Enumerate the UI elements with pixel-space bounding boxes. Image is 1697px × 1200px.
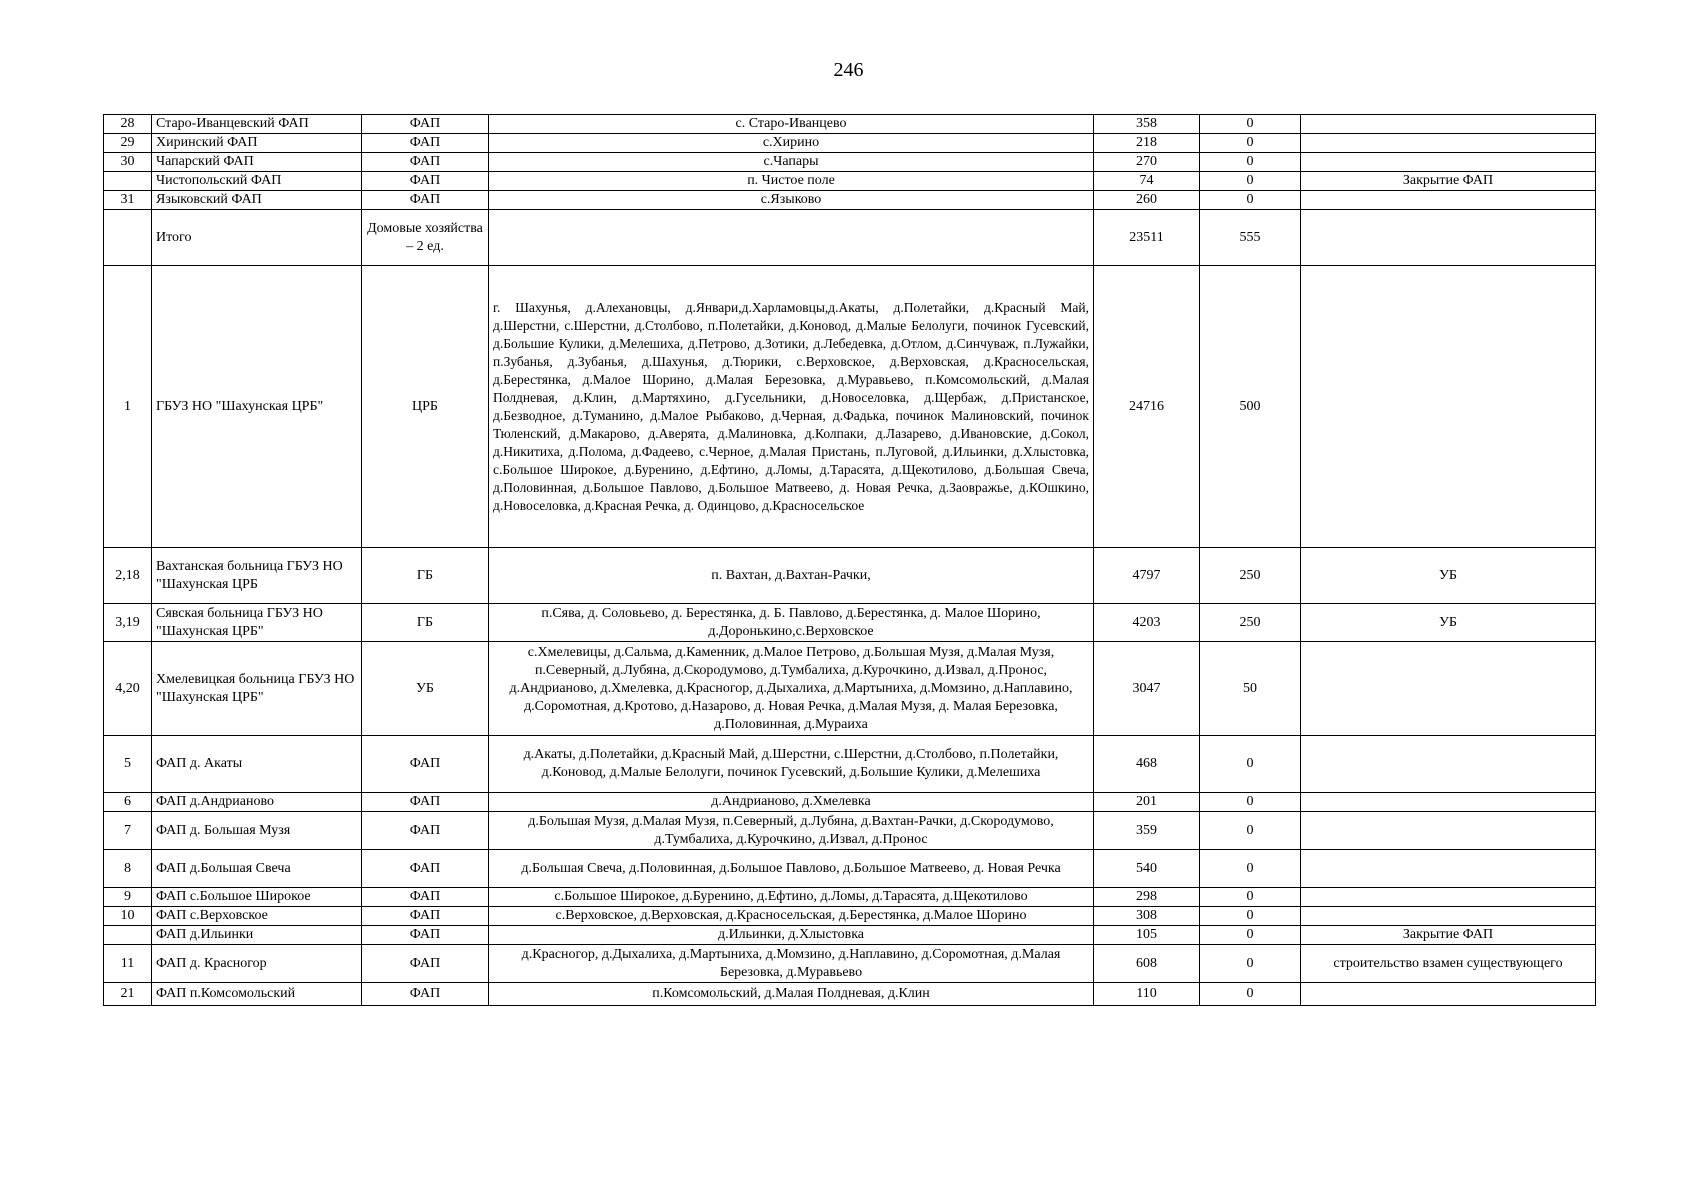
row-number: 8 bbox=[104, 850, 152, 888]
note: Закрытие ФАП bbox=[1301, 172, 1596, 191]
population: 4797 bbox=[1094, 548, 1200, 604]
row-number: 10 bbox=[104, 907, 152, 926]
note bbox=[1301, 642, 1596, 736]
table-row bbox=[104, 191, 1596, 210]
note bbox=[1301, 266, 1596, 548]
facility-name: Чапарский ФАП bbox=[152, 153, 362, 172]
table-row bbox=[104, 850, 1596, 888]
population: 24716 bbox=[1094, 266, 1200, 548]
facility-type: ФАП bbox=[362, 888, 489, 907]
facility-type: ФАП bbox=[362, 812, 489, 850]
population: 308 bbox=[1094, 907, 1200, 926]
row-number: 5 bbox=[104, 736, 152, 793]
population: 201 bbox=[1094, 793, 1200, 812]
note bbox=[1301, 888, 1596, 907]
facility-name: ФАП с.Верховское bbox=[152, 907, 362, 926]
population: 358 bbox=[1094, 115, 1200, 134]
beds: 0 bbox=[1200, 115, 1301, 134]
note: УБ bbox=[1301, 604, 1596, 642]
facility-type: ФАП bbox=[362, 153, 489, 172]
table-row-total bbox=[104, 210, 1596, 266]
service-area: с.Хмелевицы, д.Сальма, д.Каменник, д.Малое Петрово, д.Большая Музя, д.Малая Музя, п.Северный, д.Лубяна, д.Скородумово, д.Тумбалиха, д.Курочкино, д.Извал, д.Пронос, д.Андрианово, д.Хмелевка, д.Красногор, д.Дыхалиха, д.Мартыниха, д.Момзино, д.Наплавино, д.Соромотная, д.Кротово, д.Назарово, д. Новая Речка, д.Малая Музя, д. Малая Березовка, д.Половинная, д.Мураиха bbox=[489, 642, 1094, 736]
row-number: 7 bbox=[104, 812, 152, 850]
table-row bbox=[104, 907, 1596, 926]
note bbox=[1301, 736, 1596, 793]
table-row bbox=[104, 548, 1596, 604]
facility-name: Языковский ФАП bbox=[152, 191, 362, 210]
beds: 0 bbox=[1200, 888, 1301, 907]
population: 608 bbox=[1094, 945, 1200, 983]
population: 468 bbox=[1094, 736, 1200, 793]
table-row bbox=[104, 266, 1596, 548]
row-number: 3,19 bbox=[104, 604, 152, 642]
row-number: 11 bbox=[104, 945, 152, 983]
beds: 0 bbox=[1200, 812, 1301, 850]
beds: 0 bbox=[1200, 850, 1301, 888]
beds: 0 bbox=[1200, 172, 1301, 191]
facility-name: Хиринский ФАП bbox=[152, 134, 362, 153]
service-area: с.Верховское, д.Верховская, д.Красносельская, д.Берестянка, д.Малое Шорино bbox=[489, 907, 1094, 926]
facility-type: ФАП bbox=[362, 134, 489, 153]
note: Закрытие ФАП bbox=[1301, 926, 1596, 945]
facility-type: ФАП bbox=[362, 850, 489, 888]
facility-name: ФАП п.Комсомольский bbox=[152, 983, 362, 1006]
note bbox=[1301, 850, 1596, 888]
row-number: 21 bbox=[104, 983, 152, 1006]
population: 218 bbox=[1094, 134, 1200, 153]
table-row bbox=[104, 134, 1596, 153]
population: 298 bbox=[1094, 888, 1200, 907]
facility-name: ФАП д.Андрианово bbox=[152, 793, 362, 812]
table-row bbox=[104, 736, 1596, 793]
facility-type: ЦРБ bbox=[362, 266, 489, 548]
note bbox=[1301, 983, 1596, 1006]
facility-type: ФАП bbox=[362, 793, 489, 812]
note bbox=[1301, 210, 1596, 266]
facility-name: ФАП д. Красногор bbox=[152, 945, 362, 983]
facility-name: ГБУЗ НО "Шахунская ЦРБ" bbox=[152, 266, 362, 548]
facility-type: ФАП bbox=[362, 172, 489, 191]
beds: 0 bbox=[1200, 153, 1301, 172]
population: 3047 bbox=[1094, 642, 1200, 736]
beds: 0 bbox=[1200, 907, 1301, 926]
facility-type: ФАП bbox=[362, 945, 489, 983]
facility-name: Чистопольский ФАП bbox=[152, 172, 362, 191]
population: 260 bbox=[1094, 191, 1200, 210]
service-area: д.Ильинки, д.Хлыстовка bbox=[489, 926, 1094, 945]
service-area: д.Акаты, д.Полетайки, д.Красный Май, д.Шерстни, с.Шерстни, д.Столбово, п.Полетайки, д.Коновод, д.Малые Белолуги, починок Гусевский, д.Большие Кулики, д.Мелешиха bbox=[489, 736, 1094, 793]
note bbox=[1301, 153, 1596, 172]
note bbox=[1301, 907, 1596, 926]
facility-name: ФАП д. Большая Музя bbox=[152, 812, 362, 850]
beds: 0 bbox=[1200, 191, 1301, 210]
service-area: д.Андрианово, д.Хмелевка bbox=[489, 793, 1094, 812]
facility-type: ГБ bbox=[362, 548, 489, 604]
row-number bbox=[104, 210, 152, 266]
row-number: 4,20 bbox=[104, 642, 152, 736]
service-area: д.Большая Свеча, д.Половинная, д.Большое Павлово, д.Большое Матвеево, д. Новая Речка bbox=[489, 850, 1094, 888]
facility-name: Сявская больница ГБУЗ НО "Шахунская ЦРБ" bbox=[152, 604, 362, 642]
service-area: с. Старо-Иванцево bbox=[489, 115, 1094, 134]
beds: 0 bbox=[1200, 926, 1301, 945]
facility-name: ФАП д.Большая Свеча bbox=[152, 850, 362, 888]
row-number: 31 bbox=[104, 191, 152, 210]
service-area: п. Вахтан, д.Вахтан-Рачки, bbox=[489, 548, 1094, 604]
table-row bbox=[104, 172, 1596, 191]
table-row bbox=[104, 153, 1596, 172]
service-area: д.Красногор, д.Дыхалиха, д.Мартыниха, д.Момзино, д.Наплавино, д.Соромотная, д.Малая Березовка, д.Муравьево bbox=[489, 945, 1094, 983]
population: 110 bbox=[1094, 983, 1200, 1006]
table-row bbox=[104, 115, 1596, 134]
facility-name: ФАП д.Ильинки bbox=[152, 926, 362, 945]
service-area: с.Чапары bbox=[489, 153, 1094, 172]
facility-type: ФАП bbox=[362, 926, 489, 945]
population: 270 bbox=[1094, 153, 1200, 172]
beds: 0 bbox=[1200, 945, 1301, 983]
row-number: 28 bbox=[104, 115, 152, 134]
facility-type: ФАП bbox=[362, 983, 489, 1006]
service-area: п. Чистое поле bbox=[489, 172, 1094, 191]
row-number: 30 bbox=[104, 153, 152, 172]
table-row bbox=[104, 926, 1596, 945]
population: 23511 bbox=[1094, 210, 1200, 266]
facility-type: ФАП bbox=[362, 736, 489, 793]
facility-type: ФАП bbox=[362, 191, 489, 210]
note: УБ bbox=[1301, 548, 1596, 604]
table-row bbox=[104, 604, 1596, 642]
facilities-table bbox=[103, 114, 1596, 1006]
service-area: с.Хирино bbox=[489, 134, 1094, 153]
note bbox=[1301, 134, 1596, 153]
facility-name: ФАП с.Большое Широкое bbox=[152, 888, 362, 907]
note bbox=[1301, 793, 1596, 812]
service-area: п.Комсомольский, д.Малая Полдневая, д.Клин bbox=[489, 983, 1094, 1006]
beds: 0 bbox=[1200, 134, 1301, 153]
note bbox=[1301, 115, 1596, 134]
note bbox=[1301, 812, 1596, 850]
beds: 0 bbox=[1200, 736, 1301, 793]
table-row bbox=[104, 945, 1596, 983]
facility-name: Итого bbox=[152, 210, 362, 266]
population: 540 bbox=[1094, 850, 1200, 888]
page-number: 246 bbox=[833, 59, 864, 81]
facility-type: ФАП bbox=[362, 907, 489, 926]
facility-name: Вахтанская больница ГБУЗ НО "Шахунская ЦРБ bbox=[152, 548, 362, 604]
facility-type: ФАП bbox=[362, 115, 489, 134]
population: 359 bbox=[1094, 812, 1200, 850]
note bbox=[1301, 191, 1596, 210]
table-row bbox=[104, 888, 1596, 907]
note: строительство взамен существующего bbox=[1301, 945, 1596, 983]
beds: 500 bbox=[1200, 266, 1301, 548]
service-area bbox=[489, 210, 1094, 266]
row-number: 1 bbox=[104, 266, 152, 548]
table-row bbox=[104, 793, 1596, 812]
service-area: п.Сява, д. Соловьево, д. Берестянка, д. Б. Павлово, д.Берестянка, д. Малое Шорино, д.Доронькино,с.Верховское bbox=[489, 604, 1094, 642]
facility-type: УБ bbox=[362, 642, 489, 736]
beds: 555 bbox=[1200, 210, 1301, 266]
facility-name: Хмелевицкая больница ГБУЗ НО "Шахунская ЦРБ" bbox=[152, 642, 362, 736]
service-area: с.Большое Широкое, д.Буренино, д.Ефтино, д.Ломы, д.Тарасята, д.Щекотилово bbox=[489, 888, 1094, 907]
row-number: 6 bbox=[104, 793, 152, 812]
service-area: д.Большая Музя, д.Малая Музя, п.Северный, д.Лубяна, д.Вахтан-Рачки, д.Скородумово, д.Тумбалиха, д.Курочкино, д.Извал, д.Пронос bbox=[489, 812, 1094, 850]
facility-name: Старо-Иванцевский ФАП bbox=[152, 115, 362, 134]
row-number bbox=[104, 172, 152, 191]
beds: 250 bbox=[1200, 548, 1301, 604]
table-row bbox=[104, 812, 1596, 850]
beds: 50 bbox=[1200, 642, 1301, 736]
beds: 0 bbox=[1200, 793, 1301, 812]
row-number: 9 bbox=[104, 888, 152, 907]
service-area: с.Языково bbox=[489, 191, 1094, 210]
facility-type: ГБ bbox=[362, 604, 489, 642]
facility-type: Домовые хозяйства – 2 ед. bbox=[362, 210, 489, 266]
beds: 0 bbox=[1200, 983, 1301, 1006]
facility-name: ФАП д. Акаты bbox=[152, 736, 362, 793]
beds: 250 bbox=[1200, 604, 1301, 642]
population: 74 bbox=[1094, 172, 1200, 191]
population: 4203 bbox=[1094, 604, 1200, 642]
row-number: 2,18 bbox=[104, 548, 152, 604]
row-number: 29 bbox=[104, 134, 152, 153]
population: 105 bbox=[1094, 926, 1200, 945]
table-row bbox=[104, 642, 1596, 736]
row-number bbox=[104, 926, 152, 945]
table-row bbox=[104, 983, 1596, 1006]
service-area: г. Шахунья, д.Алехановцы, д.Январи,д.Харламовцы,д.Акаты, д.Полетайки, д.Красный Май, д.Шерстни, с.Шерстни, д.Столбово, п.Полетайки, д.Коновод, д.Малые Белолуги, починок Гусевский, д.Большие Кулики, д.Мелешиха, д.Петрово, д.Зотики, д.Лебедевка, д.Отлом, д.Синчуваж, п.Лужайки, п.Зубанья, д.Зубанья, д.Шахунья, д.Тюрики, с.Верховское, д.Верховская, д.Красносельская, д.Берестянка, д.Малое Шорино, д.Малая Березовка, д.Муравьево, п.Комсомольский, д.Малая Полдневая, д.Клин, д.Мартяхино, д.Гусельники, д.Новоселовка, д.Щербаж, д.Пристанское, д.Безводное, д.Туманино, д.Малое Рыбаково, д.Черная, д.Фадька, починок Малиновский, починок Тюленский, д.Макарово, д.Аверята, д.Малиновка, д.Колпаки, д.Лазарево, д.Ивановские, д.Сокол, д.Никитиха, д.Полома, д.Фадеево, с.Черное, д.Малая Пристань, п.Луговой, д.Ильинки, д.Хлыстовка, с.Большое Широкое, д.Буренино, д.Ефтино, д.Ломы, д.Тарасята, д.Щекотилово, д.Большая Свеча, д.Половинная, д.Большое Павлово, д.Большое Матвеево, д. Новая Речка, д.Заовражье, д.КОшкино, д.Новоселовка, д.Красная Речка, д. Одинцово, д.Красносельское bbox=[489, 266, 1094, 548]
